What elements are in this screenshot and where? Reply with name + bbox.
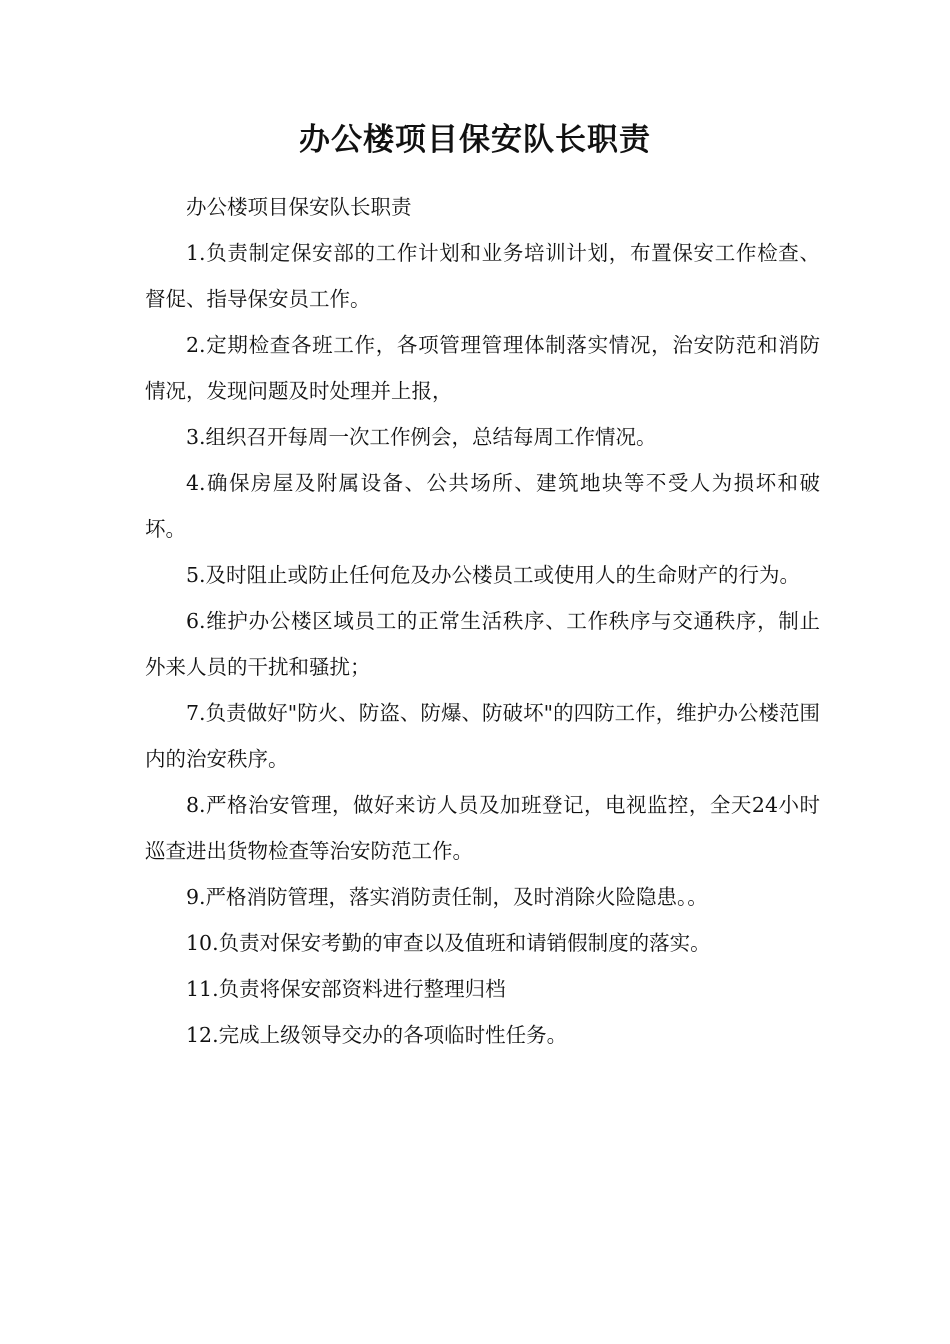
paragraph-item-3: 3.组织召开每周一次工作例会，总结每周工作情况。 [186, 425, 657, 449]
paragraph-item-5: 5.及时阻止或防止任何危及办公楼员工或使用人的生命财产的行为。 [186, 563, 801, 587]
paragraph-item-11: 11.负责将保安部资料进行整理归档 [186, 977, 506, 1001]
paragraph-item-7: 7.负责做好"防火、防盗、防爆、防破坏"的四防工作，维护办公楼范围内的治安秩序。 [145, 701, 820, 771]
paragraph-item-6: 6.维护办公楼区域员工的正常生活秩序、工作秩序与交通秩序，制止外来人员的干扰和骚扰； [145, 609, 820, 679]
paragraph-item-1: 1.负责制定保安部的工作计划和业务培训计划，布置保安工作检查、督促、指导保安员工作。 [145, 241, 820, 311]
paragraph-intro: 办公楼项目保安队长职责 [186, 195, 412, 219]
paragraph-item-10: 10.负责对保安考勤的审查以及值班和请销假制度的落实。 [186, 931, 711, 955]
paragraph-item-8: 8.严格治安管理，做好来访人员及加班登记，电视监控，全天24小时巡查进出货物检查等治安防范工作。 [145, 793, 820, 863]
paragraph-item-12: 12.完成上级领导交办的各项临时性任务。 [186, 1023, 568, 1047]
document-title: 办公楼项目保安队长职责 [299, 122, 651, 158]
paragraph-item-2: 2.定期检查各班工作，各项管理管理体制落实情况，治安防范和消防情况，发现问题及时处理并上报， [145, 333, 820, 403]
paragraph-item-4: 4.确保房屋及附属设备、公共场所、建筑地块等不受人为损坏和破坏。 [145, 471, 820, 541]
paragraph-item-9: 9.严格消防管理，落实消防责任制，及时消除火险隐患。。 [186, 885, 708, 909]
document-body [145, 184, 820, 1058]
